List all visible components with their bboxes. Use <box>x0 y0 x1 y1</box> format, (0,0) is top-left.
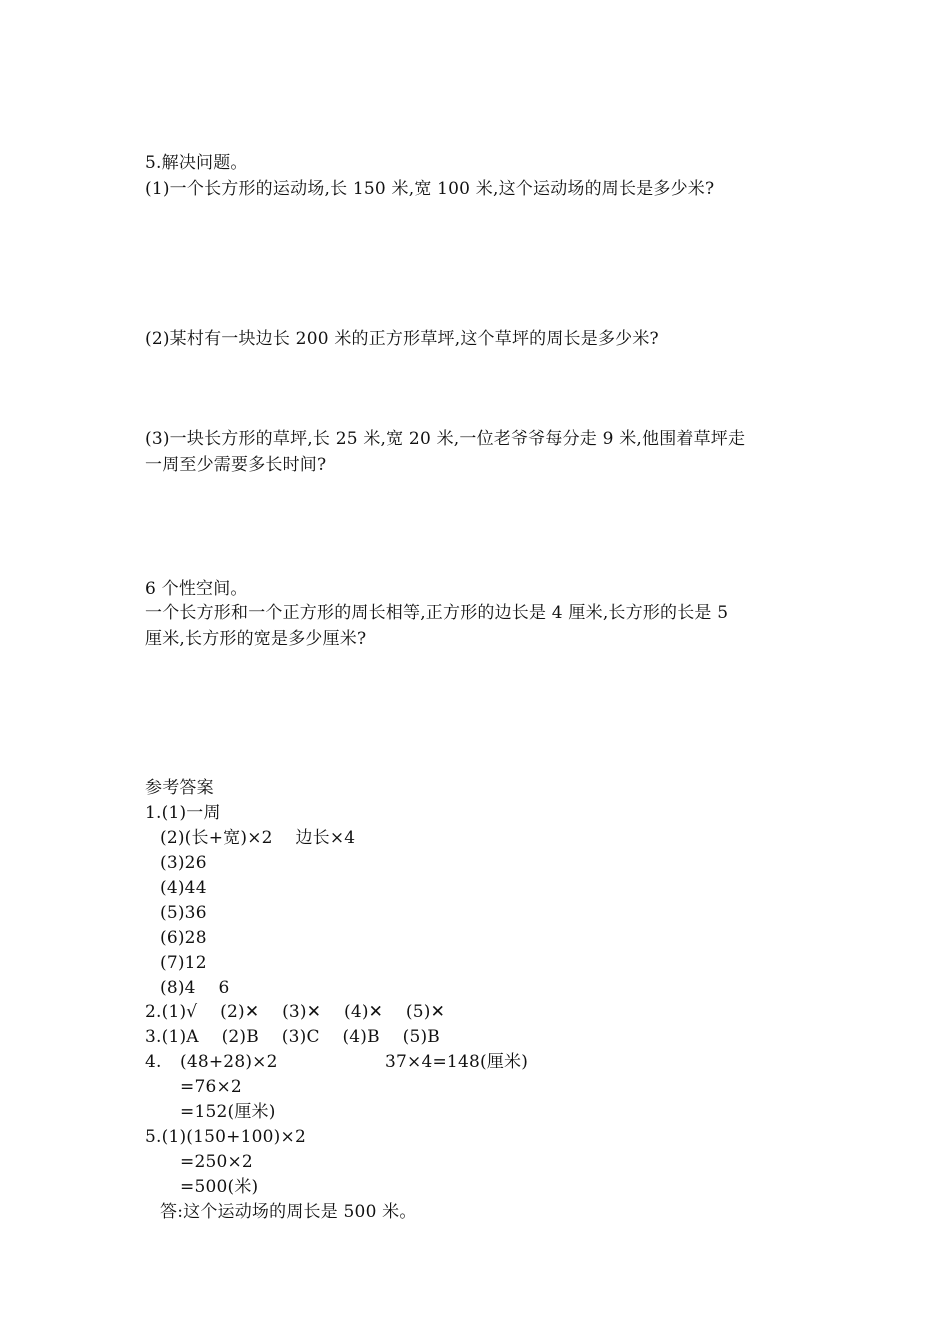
section5-heading: 5.解决问题。 <box>145 153 248 173</box>
answer-1-6: (6)28 <box>160 928 207 948</box>
answer-4-step2: =76×2 <box>180 1077 242 1097</box>
question-5-2: (2)某村有一块边长 200 米的正方形草坪,这个草坪的周长是多少米? <box>145 329 659 349</box>
answer-1-2: (2)(长+宽)×2 边长×4 <box>160 828 356 848</box>
answer-1-7: (7)12 <box>160 953 207 973</box>
answer-1-3: (3)26 <box>160 853 207 873</box>
answer-1-5: (5)36 <box>160 903 207 923</box>
question-5-3-line2: 一周至少需要多长时间? <box>145 455 327 475</box>
answer-5-expr1: 5.(1)(150+100)×2 <box>145 1127 306 1147</box>
answer-4-step3: =152(厘米) <box>180 1102 276 1122</box>
answer-4-expr1: (48+28)×2 <box>180 1052 278 1072</box>
section6-line1: 一个长方形和一个正方形的周长相等,正方形的边长是 4 厘米,长方形的长是 5 <box>145 603 729 623</box>
answer-5-step2: =250×2 <box>180 1152 253 1172</box>
answer-2: 2.(1)√ (2)✕ (3)✕ (4)✕ (5)✕ <box>145 1002 446 1022</box>
answer-1-8: (8)4 6 <box>160 978 230 998</box>
answer-5-answer: 答:这个运动场的周长是 500 米。 <box>160 1202 417 1222</box>
answer-4-label: 4. <box>145 1052 162 1072</box>
answer-4-expr2: 37×4=148(厘米) <box>385 1052 529 1072</box>
answer-3: 3.(1)A (2)B (3)C (4)B (5)B <box>145 1027 440 1047</box>
answer-5-step3: =500(米) <box>180 1177 259 1197</box>
section6-heading: 6 个性空间。 <box>145 579 248 599</box>
answer-1-4: (4)44 <box>160 878 207 898</box>
answer-1-1: 1.(1)一周 <box>145 803 221 823</box>
question-5-3-line1: (3)一块长方形的草坪,长 25 米,宽 20 米,一位老爷爷每分走 9 米,他围着草坪走 <box>145 429 746 449</box>
answers-heading: 参考答案 <box>145 778 214 798</box>
question-5-1: (1)一个长方形的运动场,长 150 米,宽 100 米,这个运动场的周长是多少米? <box>145 179 715 199</box>
section6-line2: 厘米,长方形的宽是多少厘米? <box>145 629 367 649</box>
